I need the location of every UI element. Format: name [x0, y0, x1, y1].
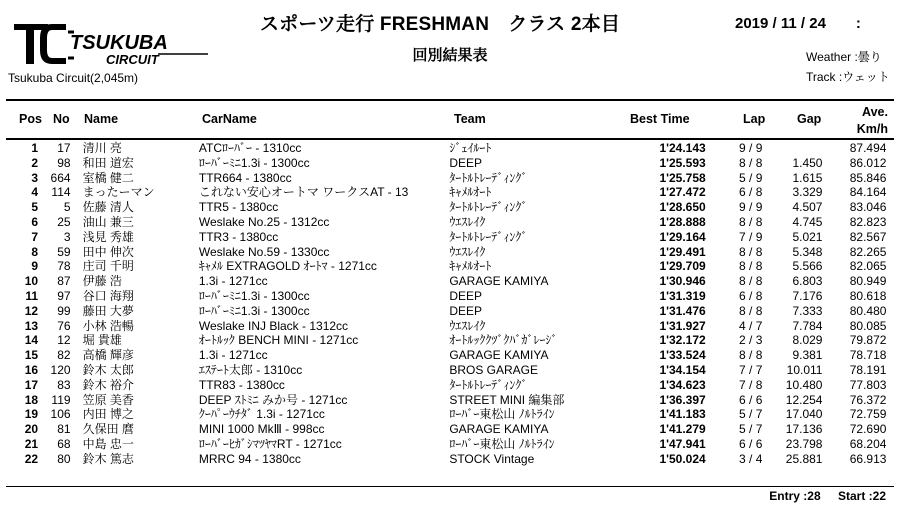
cell-team: DEEP	[449, 288, 482, 303]
cell-no: 17	[57, 141, 71, 155]
cell-no: 12	[57, 333, 71, 348]
cell-pos: 5	[31, 200, 39, 215]
cell-best: 1'36.397	[659, 392, 706, 407]
cell-no: 59	[57, 244, 71, 259]
cell-ave: 80.618	[849, 288, 887, 303]
logo-sub: CIRCUIT	[106, 52, 159, 67]
cell-car: MINI 1000 MkⅢ - 998cc	[198, 422, 325, 437]
cell-no: 83	[57, 377, 71, 392]
cell-ave: 82.823	[849, 214, 887, 229]
cell-lap: 8 / 8	[739, 274, 763, 289]
cell-no: 120	[50, 362, 71, 377]
cell-car: ｵｰﾄﾙｯｸ BENCH MINI - 1271cc	[198, 333, 359, 348]
header-bottom-rule	[6, 138, 894, 140]
cell-lap: 9 / 9	[739, 200, 763, 215]
cell-ave: 66.913	[849, 451, 887, 466]
cell-name: 和田 道宏	[82, 155, 134, 170]
cell-ave: 82.065	[849, 259, 887, 274]
cell-lap: 9 / 9	[739, 141, 763, 155]
cell-name: 佐藤 清人	[82, 200, 134, 215]
cell-best: 1'24.143	[659, 141, 706, 155]
table-row	[0, 407, 900, 422]
cell-ave: 80.085	[849, 318, 887, 333]
table-row	[0, 422, 900, 437]
cell-best: 1'41.183	[659, 407, 706, 422]
cell-team: ﾛｰﾊﾞｰ東松山 ﾉﾙﾄﾗｲﾝ	[449, 407, 555, 422]
cell-ave: 80.949	[849, 274, 887, 289]
cell-no: 25	[57, 214, 71, 229]
cell-team: GARAGE KAMIYA	[449, 274, 549, 289]
cell-pos: 12	[24, 303, 39, 318]
cell-lap: 8 / 8	[739, 348, 763, 363]
cell-pos: 20	[24, 422, 39, 437]
table-row	[0, 378, 900, 393]
cell-no: 76	[57, 318, 71, 333]
cell-lap: 6 / 8	[739, 185, 763, 200]
cell-team: ﾀｰﾄﾙﾄﾚｰﾃﾞｨﾝｸﾞ	[449, 200, 528, 215]
cell-best: 1'29.709	[659, 259, 706, 274]
cell-team: ｳｴｽﾚｲｸ	[449, 318, 486, 333]
cell-best: 1'29.164	[659, 229, 706, 244]
col-gap: Gap	[797, 112, 822, 126]
cell-car: ﾛｰﾊﾞｰﾋｶﾞｼﾏﾂﾔﾏRT - 1271cc	[198, 436, 342, 451]
cell-team: ｷｬﾒﾙｵｰﾄ	[449, 185, 492, 200]
cell-car: Weslake No.25 - 1312cc	[198, 214, 330, 229]
cell-best: 1'31.476	[659, 303, 706, 318]
cell-pos: 18	[24, 392, 39, 407]
cell-best: 1'47.941	[659, 436, 706, 451]
cell-ave: 78.718	[849, 348, 887, 363]
cell-pos: 10	[24, 274, 39, 289]
cell-car: MRRC 94 - 1380cc	[198, 451, 301, 466]
col-team: Team	[454, 112, 486, 126]
cell-best: 1'34.623	[659, 377, 706, 392]
cell-team: GARAGE KAMIYA	[449, 422, 549, 437]
cell-pos: 17	[24, 377, 39, 392]
page-subtitle: 回別結果表	[412, 47, 488, 64]
cell-no: 98	[57, 155, 71, 170]
cell-name: 堀 貴雄	[82, 333, 122, 348]
cell-pos: 3	[31, 170, 39, 185]
weather-info: Weather :曇り	[806, 50, 882, 64]
cell-no: 119	[51, 392, 71, 407]
table-row	[0, 289, 900, 304]
cell-pos: 11	[25, 288, 39, 303]
cell-team: ｵｰﾄﾙｯｸｸﾂﾞｸﾊﾞｶﾞﾚｰｼﾞ	[449, 333, 558, 348]
cell-name: 藤田 大夢	[82, 303, 134, 318]
cell-gap: 7.176	[792, 288, 823, 303]
cell-name: 田中 伸次	[82, 244, 134, 259]
cell-team: STOCK Vintage	[449, 451, 535, 466]
cell-lap: 5 / 9	[739, 170, 763, 185]
cell-gap: 8.029	[792, 333, 823, 348]
footer-counts	[769, 489, 886, 503]
cell-no: 81	[57, 422, 71, 437]
cell-best: 1'41.279	[659, 422, 706, 437]
cell-pos: 13	[24, 318, 39, 333]
cell-pos: 4	[31, 185, 39, 200]
table-row	[0, 393, 900, 408]
table-row	[0, 452, 900, 467]
cell-gap: 3.329	[792, 185, 823, 200]
cell-no: 664	[50, 170, 71, 185]
cell-gap	[762, 141, 822, 156]
cell-pos: 2	[31, 155, 39, 170]
cell-team: ﾀｰﾄﾙﾄﾚｰﾃﾞｨﾝｸﾞ	[449, 377, 528, 392]
col-car: CarName	[202, 112, 257, 126]
cell-ave: 79.872	[849, 333, 887, 348]
entry-count: Entry :28	[769, 489, 821, 503]
cell-best: 1'28.888	[659, 214, 706, 229]
cell-gap: 25.881	[785, 451, 823, 466]
cell-best: 1'50.024	[659, 451, 706, 466]
cell-pos: 19	[24, 407, 39, 422]
cell-team: DEEP	[449, 303, 482, 318]
cell-gap: 1.450	[792, 155, 823, 170]
cell-best: 1'29.491	[659, 244, 706, 259]
cell-lap: 8 / 8	[739, 214, 763, 229]
start-count: Start :22	[837, 489, 886, 503]
logo-text: TSUKUBA	[70, 32, 168, 54]
table-row	[0, 363, 900, 378]
cell-gap: 5.566	[792, 259, 823, 274]
cell-car: 1.3i - 1271cc	[198, 348, 268, 363]
cell-car: 1.3i - 1271cc	[198, 274, 268, 289]
cell-car: TTR3 - 1380cc	[198, 229, 279, 244]
cell-no: 97	[57, 288, 71, 303]
cell-ave: 78.191	[849, 362, 887, 377]
cell-best: 1'33.524	[659, 348, 706, 363]
cell-gap: 7.333	[792, 303, 823, 318]
cell-ave: 76.372	[849, 392, 887, 407]
cell-pos: 9	[31, 259, 39, 274]
table-row	[0, 259, 900, 274]
cell-lap: 5 / 7	[739, 407, 763, 422]
cell-gap: 5.348	[792, 244, 823, 259]
cell-name: 浅見 秀雄	[82, 229, 134, 244]
circuit-name: Tsukuba Circuit(2,045m)	[8, 71, 139, 85]
cell-ave: 72.690	[849, 422, 887, 437]
cell-lap: 2 / 3	[739, 333, 763, 348]
cell-gap: 5.021	[792, 229, 823, 244]
table-row	[0, 156, 900, 171]
cell-lap: 7 / 7	[739, 362, 763, 377]
cell-team: BROS GARAGE	[449, 362, 538, 377]
cell-car: ATCﾛｰﾊﾞｰ - 1310cc	[198, 141, 302, 155]
footer-rule	[6, 486, 894, 487]
cell-lap: 8 / 8	[739, 155, 763, 170]
cell-name: 笠原 美香	[82, 392, 134, 407]
table-row	[0, 304, 900, 319]
cell-ave: 82.265	[849, 244, 887, 259]
cell-gap: 12.254	[785, 392, 823, 407]
cell-name: 室橋 健二	[82, 170, 134, 185]
cell-name: 鈴木 太郎	[82, 362, 134, 377]
cell-lap: 6 / 6	[739, 392, 763, 407]
cell-gap: 4.507	[792, 200, 823, 215]
cell-no: 114	[51, 185, 71, 200]
table-row	[0, 437, 900, 452]
cell-car: ｸｰﾊﾟｰｳﾁﾀﾞ 1.3i - 1271cc	[198, 407, 325, 422]
table-row	[0, 245, 900, 260]
cell-ave: 82.567	[849, 229, 887, 244]
cell-name: 中島 忠一	[82, 436, 134, 451]
cell-pos: 22	[24, 451, 39, 466]
cell-lap: 7 / 9	[739, 229, 763, 244]
table-row	[0, 230, 900, 245]
cell-car: Weslake No.59 - 1330cc	[198, 244, 330, 259]
cell-ave: 68.204	[849, 436, 887, 451]
cell-gap: 10.480	[785, 377, 823, 392]
cell-team: ｼﾞｪｲﾙｰﾄ	[449, 141, 492, 155]
table-row	[0, 319, 900, 334]
cell-team: ﾛｰﾊﾞｰ東松山 ﾉﾙﾄﾗｲﾝ	[449, 436, 555, 451]
cell-pos: 8	[31, 244, 39, 259]
cell-ave: 72.759	[849, 407, 887, 422]
cell-car: TTR664 - 1380cc	[198, 170, 292, 185]
cell-ave: 84.164	[849, 185, 887, 200]
cell-name: 清川 亮	[82, 141, 122, 155]
cell-best: 1'30.946	[659, 274, 706, 289]
cell-car: TTR5 - 1380cc	[198, 200, 279, 215]
cell-no: 106	[50, 407, 71, 422]
cell-team: STREET MINI 編集部	[449, 392, 565, 407]
cell-team: ﾀｰﾄﾙﾄﾚｰﾃﾞｨﾝｸﾞ	[449, 170, 528, 185]
cell-name: 鈴木 裕介	[82, 377, 134, 392]
cell-ave: 86.012	[849, 155, 887, 170]
cell-pos: 7	[31, 229, 39, 244]
cell-pos: 15	[24, 348, 39, 363]
page-title: スポーツ走行 FRESHMAN クラス 2本目	[259, 14, 621, 35]
cell-ave: 87.494	[849, 141, 887, 155]
cell-best: 1'27.472	[659, 185, 706, 200]
cell-name: 鈴木 篤志	[82, 451, 134, 466]
cell-best: 1'31.319	[659, 288, 706, 303]
cell-name: 久保田 麿	[82, 422, 134, 437]
cell-car: TTR83 - 1380cc	[198, 377, 285, 392]
cell-name: 油山 兼三	[82, 214, 134, 229]
cell-team: ｷｬﾒﾙｵｰﾄ	[449, 259, 492, 274]
results-table	[0, 141, 900, 467]
table-row	[0, 141, 900, 156]
table-row	[0, 185, 900, 200]
cell-gap: 17.040	[785, 407, 823, 422]
cell-car: ﾛｰﾊﾞｰﾐﾆ1.3i - 1300cc	[198, 288, 310, 303]
cell-best: 1'25.758	[659, 170, 706, 185]
col-name: Name	[84, 112, 119, 126]
cell-no: 99	[57, 303, 71, 318]
table-row	[0, 333, 900, 348]
cell-name: 伊藤 浩	[82, 274, 122, 289]
cell-pos: 6	[31, 214, 39, 229]
cell-best: 1'31.927	[659, 318, 706, 333]
cell-name: 小林 浩暢	[82, 318, 134, 333]
cell-no: 5	[63, 200, 71, 215]
table-row	[0, 348, 900, 363]
cell-gap: 1.615	[792, 170, 823, 185]
cell-no: 78	[57, 259, 71, 274]
table-row	[0, 200, 900, 215]
cell-name: 高橋 輝彦	[82, 348, 134, 363]
cell-pos: 16	[24, 362, 39, 377]
cell-lap: 8 / 8	[739, 244, 763, 259]
cell-team: ｳｴｽﾚｲｸ	[449, 244, 486, 259]
cell-lap: 6 / 8	[739, 288, 763, 303]
cell-no: 3	[63, 229, 71, 244]
cell-no: 80	[57, 451, 71, 466]
cell-team: ﾀｰﾄﾙﾄﾚｰﾃﾞｨﾝｸﾞ	[449, 229, 528, 244]
cell-car: ﾛｰﾊﾞｰﾐﾆ1.3i - 1300cc	[198, 303, 310, 318]
cell-team: DEEP	[449, 155, 482, 170]
cell-ave: 80.480	[849, 303, 887, 318]
cell-gap: 9.381	[792, 348, 823, 363]
cell-car: Weslake INJ Black - 1312cc	[198, 318, 349, 333]
cell-team: ｳｴｽﾚｲｸ	[449, 214, 486, 229]
cell-pos: 21	[24, 436, 39, 451]
cell-lap: 3 / 4	[739, 451, 763, 466]
cell-lap: 8 / 8	[739, 303, 763, 318]
col-lap: Lap	[743, 112, 766, 126]
cell-car: ﾛｰﾊﾞｰﾐﾆ1.3i - 1300cc	[198, 155, 310, 170]
cell-team: GARAGE KAMIYA	[449, 348, 549, 363]
cell-ave: 77.803	[849, 377, 887, 392]
table-row	[0, 215, 900, 230]
col-ave-label: Ave.	[862, 105, 888, 119]
cell-best: 1'32.172	[659, 333, 706, 348]
cell-ave: 85.846	[849, 170, 887, 185]
cell-name: 谷口 海翔	[82, 288, 134, 303]
cell-car: ｷｬﾒﾙ EXTRAGOLD ｵｰﾄﾏ - 1271cc	[198, 259, 377, 274]
col-no: No	[53, 112, 70, 126]
header-top-rule	[6, 99, 894, 101]
cell-gap: 17.136	[785, 422, 823, 437]
table-row	[0, 274, 900, 289]
cell-no: 87	[57, 274, 71, 289]
cell-no: 68	[57, 436, 71, 451]
cell-name: まったーマン	[82, 185, 155, 200]
cell-best: 1'34.154	[659, 362, 706, 377]
cell-car: DEEP ｽﾄﾐﾆ みか号 - 1271cc	[198, 392, 348, 407]
cell-best: 1'28.650	[659, 200, 706, 215]
cell-pos: 14	[24, 333, 39, 348]
cell-ave: 83.046	[849, 200, 887, 215]
cell-name: 内田 博之	[82, 407, 134, 422]
cell-lap: 5 / 7	[739, 422, 763, 437]
cell-lap: 8 / 8	[739, 259, 763, 274]
cell-car: ｴｽﾃｰﾄ太郎 - 1310cc	[198, 362, 303, 377]
cell-name: 庄司 千明	[82, 259, 134, 274]
cell-gap: 10.011	[786, 362, 823, 377]
cell-gap: 6.803	[792, 274, 823, 289]
col-pos: Pos	[19, 112, 42, 126]
cell-lap: 7 / 8	[739, 377, 763, 392]
cell-gap: 7.784	[792, 318, 823, 333]
cell-lap: 4 / 7	[739, 318, 763, 333]
cell-pos: 1	[31, 141, 39, 155]
track-info: Track :ウェット	[806, 70, 890, 84]
cell-best: 1'25.593	[659, 155, 706, 170]
cell-no: 82	[57, 348, 71, 363]
cell-gap: 4.745	[792, 214, 823, 229]
table-row	[0, 171, 900, 186]
event-date: 2019 / 11 / 24 :	[735, 15, 861, 32]
cell-gap: 23.798	[785, 436, 823, 451]
col-best: Best Time	[630, 112, 690, 126]
col-ave	[857, 104, 888, 138]
cell-car: これない安心オートマ ワークスAT - 13	[198, 185, 409, 200]
cell-lap: 6 / 6	[739, 436, 763, 451]
col-ave-unit: Km/h	[856, 122, 888, 136]
